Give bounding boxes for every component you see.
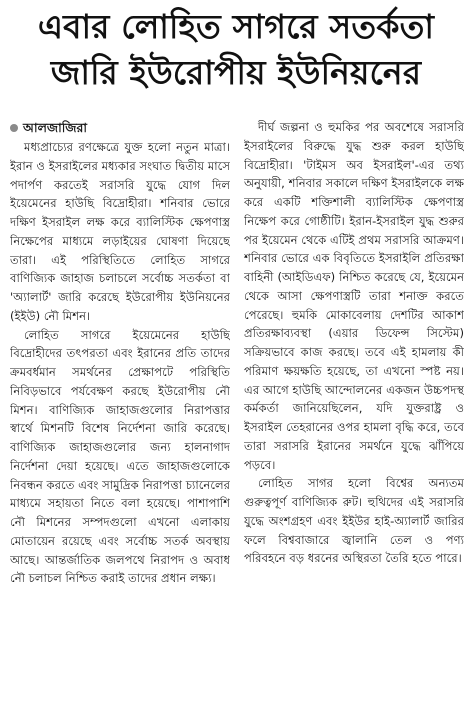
paragraph-4: লোহিত সাগর হলো বিশ্বের অন্যতম গুরুত্বপূর্ণ বাণিজ্যিক রুট। হুথিদের এই সরাসরি যুদ্ধে অংশগ্রহণ এবং ইইউর হাই-অ্যালার্ট জারির ফলে বিশ্ববাজারে জ্বালানি তেল ও পণ্য পরিবহনে বড় ধরনের অস্থিরতা তৈরি হতে পারে। — [244, 476, 464, 566]
paragraph-3: দীর্ঘ জল্পনা ও হুমকির পর অবশেষে সরাসরি ইসরাইলের বিরুদ্ধে যুদ্ধ শুরু করল হাউছি বিদ্রোহীরা। 'টাইমস অব ইসরাইল'-এর তথ্য অনুযায়ী, শনিবার সকালে দক্ষিণ ইসরাইলকে লক্ষ করে একটি শক্তিশালী ব্যালিস্টিক ক্ষেপণাস্ত্র নিক্ষেপ করে গোষ্ঠীটি। ইরান-ইসরাইল যুদ্ধ শুরুর পর ইয়েমেন থেকে এটিই প্রথম সরাসরি আক্রমণ। শনিবার ভোরে এক বিবৃতিতে ইসরাইলি প্রতিরক্ষা বাহিনী (আইডিএফ) নিশ্চিত করেছে যে, ইয়েমেন থেকে আসা ক্ষেপণাস্ত্রটি তারা শনাক্ত করতে পেরেছে। হুমকি মোকাবেলায় দেশটির আকাশ প্রতিরক্ষাব্যবস্থা (এয়ার ডিফেন্স সিস্টেম) সক্রিয়ভাবে কাজ করছে। তবে এই হামলায় কী পরিমাণ ক্ষয়ক্ষতি হয়েছে, তা এখনো স্পষ্ট নয়। এর আগে হাউছি আন্দোলনের একজন উচ্চপদস্থ কর্মকর্তা জানিয়েছিলেন, যদি যুক্তরাষ্ট্র ও ইসরাইল তেহরানের ওপর হামলা বৃদ্ধি করে, তবে তারা সরাসরি ইরানের সমর্থনে যুদ্ধে ঝাঁপিয়ে পড়বে। — [244, 120, 464, 472]
column-left — [10, 118, 230, 717]
paragraph-2: লোহিত সাগরে ইয়েমেনের হাউছি বিদ্রোহীদের তৎপরতা এবং ইরানের প্রতি তাদের ক্রমবর্ধমান সমর্থনের প্রেক্ষাপটে পরিস্থিতি নিবিড়ভাবে পর্যবেক্ষণ করছে ইউরোপীয় নৌ মিশন। বাণিজ্যিক জাহাজগুলোর নিরাপত্তার স্বার্থে মিশনটি বিশেষ নির্দেশনা জারি করেছে। বাণিজ্যিক জাহাজগুলোর জন্য হালনাগাদ নির্দেশনা দেয়া হয়েছে। এতে জাহাজগুলোকে নিবন্ধন করতে এবং সামুদ্রিক নিরাপত্তা চ্যানেলের মাধ্যমে সহায়তা নিতে বলা হয়েছে। পাশাপাশি নৌ মিশনের সম্পদগুলো এখনো এলাকায় মোতায়েন রয়েছে এবং সর্বোচ্চ সতর্ক অবস্থায় আছে। আন্তর্জাতিক জলপথে নিরাপদ ও অবাধ নৌ চলাচল নিশ্চিত করাই তাদের প্রধান লক্ষ্য। — [10, 327, 230, 586]
paragraph-1: মধ্যপ্রাচ্যের রণক্ষেত্রে যুক্ত হলো নতুন মাত্রা। ইরান ও ইসরাইলের মধ্যকার সংঘাত দ্বিতীয় মাসে পদার্পণ করতেই সরাসরি যুদ্ধে যোগ দিল ইয়েমেনের হাউছি বিদ্রোহীরা। শনিবার ভোরে দক্ষিণ ইসরাইল লক্ষ করে ব্যালিস্টিক ক্ষেপণাস্ত্র নিক্ষেপের মাধ্যমে লড়াইয়ের ঘোষণা দিয়েছে তারা। এই পরিস্থিতিতে লোহিত সাগরে বাণিজ্যিক জাহাজ চলাচলে সর্বোচ্চ সতর্কতা বা 'অ্যালার্ট' জারি করেছে ইউরোপীয় ইউনিয়নের (ইইউ) নৌ মিশন। — [10, 140, 230, 323]
byline — [10, 118, 230, 137]
column-right — [244, 118, 464, 717]
headline — [10, 4, 462, 96]
byline-source: আলজাজিরা — [23, 120, 87, 135]
headline-line-2: জারি ইউরোপীয় ইউনিয়নের — [50, 53, 422, 92]
bullet-icon — [10, 124, 18, 132]
headline-line-1: এবার লোহিত সাগরে সতর্কতা — [37, 7, 435, 46]
article-body — [10, 118, 464, 717]
